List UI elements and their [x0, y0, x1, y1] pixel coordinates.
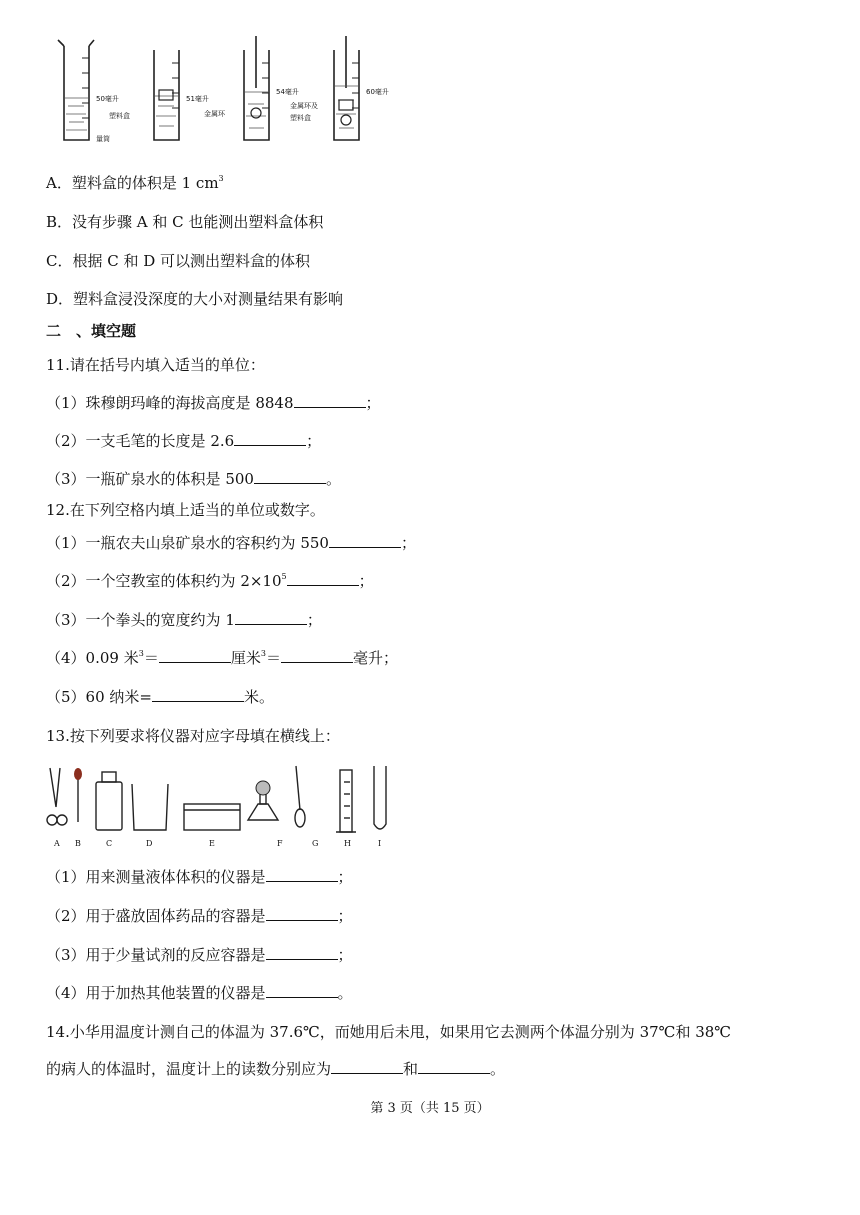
- answer-blank[interactable]: [266, 906, 338, 921]
- answer-blank[interactable]: [266, 945, 338, 960]
- answer-blank[interactable]: [254, 469, 326, 484]
- q13-part3: （3）用于少量试剂的反应容器是 ；: [46, 946, 353, 964]
- answer-blank[interactable]: [294, 393, 366, 408]
- answer-blank[interactable]: [235, 610, 307, 625]
- q12-part4: （4）0.09 米$^3$＝ 厘米$^3$＝ 毫升；: [46, 649, 398, 667]
- fig-label-50ml: 50毫升: [96, 95, 119, 103]
- fig-label-cylinder: 量筒: [96, 135, 110, 143]
- apparatus-label-b: B: [75, 839, 81, 848]
- fig-label-54ml: 54毫升: [276, 88, 299, 96]
- q12-stem: 12.在下列空格内填上适当的单位或数字。: [46, 501, 325, 519]
- option-c: C．根据 C 和 D 可以测出塑料盒的体积: [46, 252, 311, 270]
- fig-label-box2: 塑料盒: [290, 114, 311, 122]
- apparatus-label-a: A: [54, 839, 60, 848]
- apparatus-label-f: F: [277, 839, 283, 848]
- option-a: A．塑料盒的体积是 1 $cm^3$: [46, 174, 224, 192]
- q14-line2: 的病人的体温时，温度计上的读数分别应为 和 。: [46, 1060, 506, 1078]
- answer-blank[interactable]: [281, 648, 353, 663]
- answer-blank[interactable]: [287, 571, 359, 586]
- answer-blank[interactable]: [152, 687, 244, 702]
- q12-part2: （2）一个空教室的体积约为 $2\times 10^5$ ；: [46, 572, 374, 590]
- fig-label-60ml: 60毫升: [366, 88, 389, 96]
- answer-blank[interactable]: [329, 533, 401, 548]
- option-b: B．没有步骤 A 和 C 也能测出塑料盒体积: [46, 213, 324, 231]
- q13-part2: （2）用于盛放固体药品的容器是 ；: [46, 907, 353, 925]
- answer-blank[interactable]: [418, 1059, 490, 1074]
- q13-part4: （4）用于加热其他装置的仪器是 。: [46, 984, 353, 1002]
- fig-label-ring: 金属环: [204, 110, 225, 118]
- apparatus-label-i: I: [378, 839, 382, 848]
- answer-blank[interactable]: [266, 867, 338, 882]
- q11-part1: （1）珠穆朗玛峰的海拔高度是 8848 ；: [46, 394, 381, 412]
- q13-stem: 13.按下列要求将仪器对应字母填在横线上：: [46, 727, 340, 745]
- q14-line1: 14.小华用温度计测自己的体温为 37.6℃，而她用后未甩，如果用它去测两个体温分别为 37℃和 38℃: [46, 1023, 732, 1041]
- q11-part3: （3）一瓶矿泉水的体积是 500 。: [46, 470, 341, 488]
- section-title: 二 、填空题: [46, 322, 137, 340]
- answer-blank[interactable]: [234, 431, 306, 446]
- fig-label-ring-and: 金属环及: [290, 102, 318, 110]
- q13-part1: （1）用来测量液体体积的仪器是 ；: [46, 868, 353, 886]
- answer-blank[interactable]: [159, 648, 231, 663]
- option-d: D．塑料盒浸没深度的大小对测量结果有影响: [46, 290, 344, 308]
- apparatus-label-g: G: [312, 839, 319, 848]
- answer-blank[interactable]: [266, 983, 338, 998]
- fig-label-box: 塑料盒: [109, 112, 130, 120]
- cylinders-figure: [44, 28, 414, 148]
- answer-blank[interactable]: [331, 1059, 403, 1074]
- q12-part5: （5）60 纳米= 米。: [46, 688, 274, 706]
- q12-part3: （3）一个拳头的宽度约为 1 ；: [46, 611, 322, 629]
- page-footer: 第 3 页（共 15 页）: [370, 1101, 490, 1116]
- q12-part1: （1）一瓶农夫山泉矿泉水的容积约为 550 ；: [46, 534, 416, 552]
- apparatus-label-e: E: [209, 839, 215, 848]
- fig-label-51ml: 51毫升: [186, 95, 209, 103]
- apparatus-label-h: H: [344, 839, 351, 848]
- apparatus-figure: [44, 762, 394, 852]
- q11-part2: （2）一支毛笔的长度是 2.6 ；: [46, 432, 322, 450]
- apparatus-label-d: D: [146, 839, 153, 848]
- q11-stem: 11.请在括号内填入适当的单位：: [46, 356, 265, 374]
- apparatus-label-c: C: [106, 839, 113, 848]
